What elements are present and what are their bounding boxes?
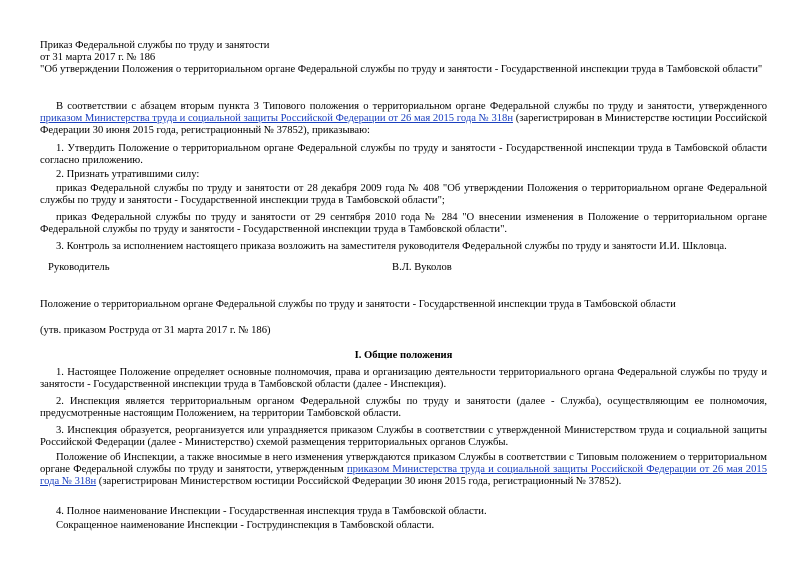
section-item-4-short-name: Сокращенное наименование Инспекции - Гострудинспекция в Тамбовской области. (56, 520, 435, 531)
preamble-order-link[interactable]: приказом Министерства труда и социальной защиты Российской Федерации от 26 мая 2015 года № 318н (40, 113, 514, 124)
appendix-approved: (утв. приказом Роструда от 31 марта 2017 г. № 186) (40, 325, 271, 336)
signature-position: Руководитель (48, 262, 110, 273)
section-title: I. Общие положения (354, 350, 453, 361)
regulation-order-link[interactable]: приказом Министерства труда и социальной защиты Российской Федерации от 26 мая 2015 года № 318н (40, 464, 767, 487)
order-item-3: 3. Контроль за исполнением настоящего приказа возложить на заместителя руководителя Федеральной службы по труду и занятости И.И. Шкловца. (56, 241, 727, 252)
preamble-text-before: В соответствии с абзацем вторым пункта 3 Типового положения о территориальном органе Федеральной службы по труду и занятости, утвержденного (56, 101, 767, 112)
section-item-2: 2. Инспекция является территориальным органом Федеральной службы по труду и занятости (далее - Служба), осуществляющим ее полномочия, предусмотренные настоящим Положением, на территории Тамбовской области. (40, 396, 767, 419)
appendix-title: Положение о территориальном органе Федеральной службы по труду и занятости - Государственной инспекции труда в Тамбовской области (40, 299, 676, 310)
preamble-text-after: (зарегистрирован в Министерстве юстиции Российской Федерации 30 июня 2015 года, регистрационный № 37852), приказываю: (40, 113, 767, 136)
section-item-4: 4. Полное наименование Инспекции - Государственная инспекция труда в Тамбовской области. (56, 506, 487, 517)
header-date-line: от 31 марта 2017 г. № 186 (40, 52, 156, 63)
order-item-2b: приказ Федеральной службы по труду и занятости от 29 сентября 2010 года № 284 "О внесении изменения в Положение о территориальном органе Федеральной службы по труду и занятости - Государственной инспекции труда в Тамбовской области". (40, 212, 767, 235)
regulation-text-before: Положение об Инспекции, а также вносимые в него изменения утверждаются приказом Службы в соответствии с Типовым положением о территориальном органе Федеральной службы по труду и занятости, утвержденным (40, 452, 767, 475)
order-item-2a: приказ Федеральной службы по труду и занятости от 28 декабря 2009 года № 408 "Об утверждении Положения о территориальном органе Федеральной службы по труду и занятости - Государственной инспекции труда в Тамбовской области"; (40, 183, 767, 206)
section-item-3: 3. Инспекция образуется, реорганизуется или упраздняется приказом Службы в соответствии с утвержденной Министерством труда и социальной защиты Российской Федерации (далее - Министерство) схемой размещения территориальных органов Службы. (40, 425, 767, 448)
header-title-line1: Приказ Федеральной службы по труду и занятости (40, 40, 270, 51)
section-item-1: 1. Настоящее Положение определяет основные полномочия, права и организацию деятельности территориального органа Федеральной службы по труду и занятости - Государственной инспекции труда в Тамбовской области (далее - Инспекция). (40, 367, 767, 390)
preamble-paragraph (40, 101, 767, 137)
header-order-name: "Об утверждении Положения о территориальном органе Федеральной службы по труду и занятости - Государственной инспекции труда в Тамбовской области" (40, 64, 763, 75)
order-item-2: 2. Признать утратившими силу: (56, 169, 200, 180)
order-item-1: 1. Утвердить Положение о территориальном органе Федеральной службы по труду и занятости - Государственной инспекции труда в Тамбовской области согласно приложению. (40, 143, 767, 166)
signature-name: В.Л. Вуколов (392, 262, 452, 273)
regulation-text-after: (зарегистрирован Министерством юстиции Российской Федерации 30 июня 2015 года, регистрационный № 37852). (96, 476, 622, 487)
section-item-3-regulation (40, 452, 767, 488)
